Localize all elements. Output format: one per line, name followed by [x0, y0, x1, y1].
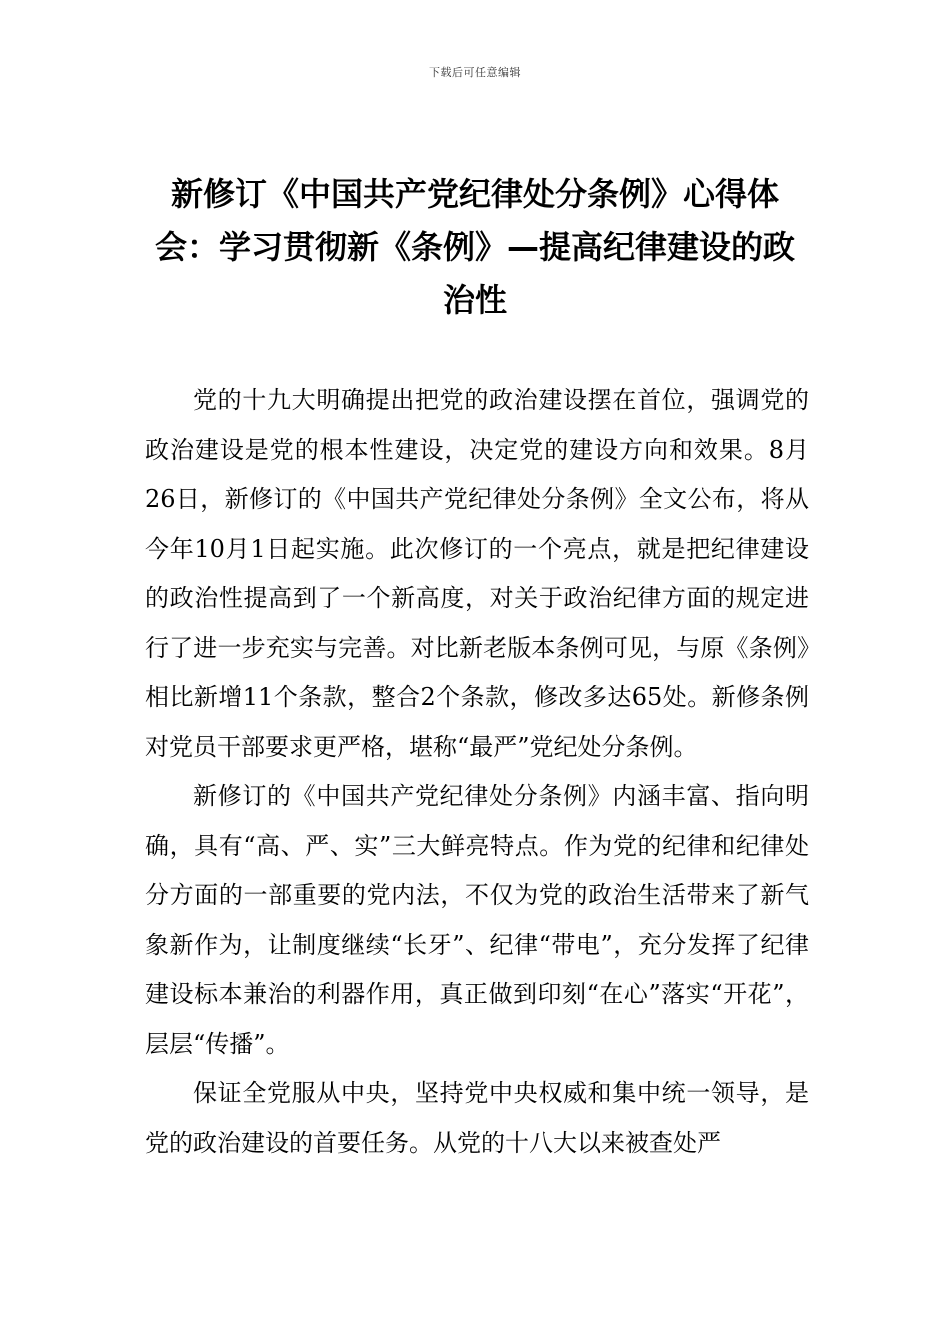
header-note: 下载后可任意编辑	[429, 66, 521, 79]
paragraph-3: 保证全党服从中央，坚持党中央权威和集中统一领导，是党的政治建设的首要任务。从党的十八大以来被查处严	[145, 1079, 809, 1157]
paragraph-2: 新修订的《中国共产党纪律处分条例》内涵丰富、指向明确，具有“高、严、实”三大鲜亮特点。作为党的纪律和纪律处分方面的一部重要的党内法，不仅为党的政治生活带来了新气象新作为，让制度继续“长牙”、纪律“带电”，充分发挥了纪律建设标本兼治的利器作用，真正做到印刻“在心”落实“开花”，层层“传播”。	[145, 782, 809, 1058]
paragraph-1: 党的十九大明确提出把党的政治建设摆在首位，强调党的政治建设是党的根本性建设，决定党的建设方向和效果。8月26日，新修订的《中国共产党纪律处分条例》全文公布，将从今年10月1日起实施。此次修订的一个亮点，就是把纪律建设的政治性提高到了一个新高度，对关于政治纪律方面的规定进行了进一步充实与完善。对比新老版本条例可见，与原《条例》相比新增11个条款，整合2个条款，修改多达65处。新修条例对党员干部要求更严格，堪称“最严”党纪处分条例。	[145, 386, 809, 761]
document-title: 新修订《中国共产党纪律处分条例》心得体会：学习贯彻新《条例》—提高纪律建设的政治性	[154, 175, 795, 319]
document-body	[145, 376, 809, 1168]
